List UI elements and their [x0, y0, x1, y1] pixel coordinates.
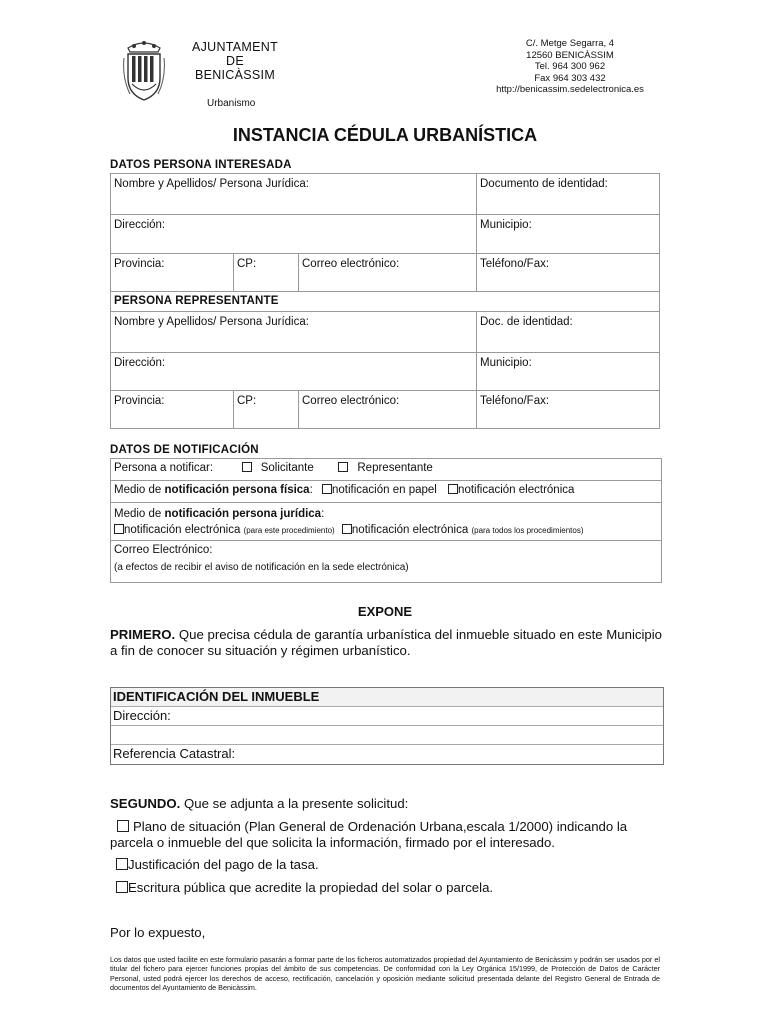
- representante-provincia-field[interactable]: [111, 391, 234, 429]
- representante-direccion-label: Dirección:: [114, 357, 166, 369]
- persona-notificar-row: [111, 459, 661, 481]
- solicitante-label: Solicitante: [260, 462, 314, 474]
- interesada-documento-field[interactable]: [477, 174, 660, 215]
- representante-checkbox[interactable]: [338, 462, 348, 472]
- electronica-este-label: notificación electrónica: [124, 524, 241, 536]
- interesada-direccion-field[interactable]: [111, 215, 477, 254]
- juridica-bold-label: notificación persona jurídica: [164, 508, 322, 520]
- interesada-telefono-label: Teléfono/Fax:: [480, 258, 550, 270]
- interesada-correo-label: Correo electrónico:: [302, 258, 400, 270]
- legal-notice: Los datos que usted facilite en este formulario pasarán a formar parte de los ficheros automatizados propiedad del Ayuntamiento de Benicàssim y podrán ser usados por el titular del fichero para ejercer funciones propias del ámbito de sus competencias. De conformidad con la Ley Orgánica 15/1999, de Protección de Datos de Carácter Personal, usted podrá ejercer los derechos de acceso, rectificación, cancelación y oposición mediante solicitud presentada delante del Registro General de Entrada de documentos del Ayuntamiento de Benicàssim.: [110, 955, 660, 992]
- fisica-bold-label: notificación persona física: [164, 484, 310, 496]
- org-line-1: AJUNTAMENT: [191, 40, 279, 54]
- interesada-correo-field[interactable]: [299, 254, 477, 292]
- representante-nombre-label: Nombre y Apellidos/ Persona Jurídica:: [114, 316, 309, 328]
- medio-juridica-row: Medio de notificación persona jurídica: notificación electrónica (para este procedimiento) notificación electrónica (para todos los procedimientos): [111, 503, 661, 541]
- inmueble-referencia-field[interactable]: [111, 745, 663, 764]
- inmueble-box: [110, 687, 664, 765]
- inmueble-direccion-field[interactable]: [111, 726, 663, 745]
- inmueble-heading: IDENTIFICACIÓN DEL INMUEBLE: [111, 688, 663, 707]
- electronica-fisica-checkbox[interactable]: [448, 484, 458, 494]
- efectos-note: (a efectos de recibir el aviso de notificación en la sede electrónica): [114, 562, 409, 573]
- representante-municipio-field[interactable]: [477, 353, 660, 391]
- representante-nombre-field[interactable]: [111, 312, 477, 353]
- electronica-fisica-label: notificación electrónica: [458, 484, 575, 496]
- org-line-2: DE: [226, 54, 244, 68]
- papel-checkbox[interactable]: [322, 484, 332, 494]
- org-line-3: BENICÀSSIM: [194, 68, 276, 82]
- electronica-este-checkbox[interactable]: [114, 524, 124, 534]
- representante-documento-field[interactable]: [477, 312, 660, 353]
- representante-label: Representante: [357, 462, 433, 474]
- interesada-heading: DATOS PERSONA INTERESADA: [110, 159, 292, 171]
- address-street: C/. Metge Segarra, 4: [525, 38, 615, 49]
- medio-fisica-prefix: Medio de: [114, 484, 162, 496]
- plano-checkbox[interactable]: [117, 820, 129, 832]
- notificacion-box: [110, 458, 662, 583]
- primero-text: Que precisa cédula de garantía urbanística del inmueble situado en este Municipio a fin de conocer su situación y régimen urbanístico.: [110, 627, 662, 658]
- medio-juridica-prefix: Medio de: [114, 508, 162, 520]
- inmueble-referencia-label: Referencia Catastral:: [113, 746, 236, 761]
- representante-telefono-field[interactable]: [477, 391, 660, 429]
- representante-table: [110, 291, 660, 429]
- closing-text: Por lo expuesto,: [110, 925, 206, 940]
- interesada-municipio-field[interactable]: [477, 215, 660, 254]
- interesada-nombre-field[interactable]: [111, 174, 477, 215]
- interesada-cp-field[interactable]: [234, 254, 299, 292]
- representante-telefono-label: Teléfono/Fax:: [480, 395, 550, 407]
- interesada-table: [110, 173, 660, 292]
- expone-heading: EXPONE: [357, 604, 413, 619]
- escritura-checkbox[interactable]: [116, 881, 128, 893]
- persona-notificar-label: Persona a notificar:: [114, 462, 214, 474]
- electronica-todos-label: notificación electrónica: [351, 524, 469, 536]
- representante-cp-label: CP:: [237, 395, 257, 407]
- papel-label: notificación en papel: [331, 484, 437, 496]
- interesada-provincia-field[interactable]: [111, 254, 234, 292]
- representante-provincia-label: Provincia:: [114, 395, 165, 407]
- representante-municipio-label: Municipio:: [480, 357, 532, 369]
- address-city: 12560 BENICÀSSIM: [526, 49, 614, 61]
- representante-direccion-field[interactable]: [111, 353, 477, 391]
- medio-fisica-row: Medio de notificación persona física: notificación en papel notificación electrónica: [111, 481, 661, 503]
- interesada-provincia-label: Provincia:: [114, 258, 165, 270]
- plano-label: Plano de situación (Plan General de Ordenación Urbana,escala 1/2000) indicando la parcela o inmueble del que solicita la información, firmado por el interesado.: [110, 819, 628, 850]
- inmueble-direccion-label: Dirección:: [111, 707, 663, 726]
- interesada-nombre-label: Nombre y Apellidos/ Persona Jurídica:: [114, 178, 309, 190]
- para-todos-note: (para todos los procedimientos): [471, 526, 584, 535]
- organization-name: [175, 40, 295, 82]
- address-fax: Fax 964 303 432: [534, 72, 606, 84]
- correo-electronico-label: Correo Electrónico:: [114, 544, 213, 556]
- correo-electronico-row[interactable]: [111, 541, 661, 582]
- page-title: INSTANCIA CÉDULA URBANÍSTICA: [232, 125, 538, 145]
- interesada-direccion-label: Dirección:: [114, 219, 166, 231]
- primero-bold: PRIMERO.: [110, 627, 176, 642]
- primero-paragraph: [110, 627, 662, 659]
- interesada-municipio-label: Municipio:: [480, 219, 532, 231]
- tasa-label: Justificación del pago de la tasa.: [128, 857, 319, 872]
- representante-correo-field[interactable]: [299, 391, 477, 429]
- solicitante-checkbox[interactable]: [242, 462, 252, 472]
- representante-correo-label: Correo electrónico:: [302, 395, 400, 407]
- department-label: Urbanismo: [207, 98, 256, 109]
- address-phone: Tel. 964 300 962: [534, 61, 606, 73]
- escritura-label: Escritura pública que acredite la propiedad del solar o parcela.: [128, 880, 494, 895]
- coat-of-arms-logo: [122, 38, 166, 102]
- tasa-checkbox[interactable]: [116, 858, 128, 870]
- notificacion-heading: DATOS DE NOTIFICACIÓN: [110, 444, 259, 456]
- para-este-note: (para este procedimiento): [243, 526, 335, 535]
- representante-cp-field[interactable]: [234, 391, 299, 429]
- representante-heading: PERSONA REPRESENTANTE: [111, 292, 660, 312]
- attachment-item-escritura: [116, 880, 662, 896]
- interesada-telefono-field[interactable]: [477, 254, 660, 292]
- segundo-paragraph: [110, 796, 662, 812]
- segundo-text: Que se adjunta a la presente solicitud:: [184, 796, 409, 811]
- attachment-item-tasa: [116, 857, 662, 873]
- address-block: [480, 38, 660, 96]
- interesada-cp-label: CP:: [237, 258, 257, 270]
- electronica-todos-checkbox[interactable]: [342, 524, 352, 534]
- interesada-documento-label: Documento de identidad:: [480, 178, 608, 190]
- address-website: http://benicassim.sedelectronica.es: [496, 84, 644, 96]
- attachment-item-plano: [110, 819, 662, 851]
- segundo-bold: SEGUNDO.: [110, 796, 181, 811]
- representante-documento-label: Doc. de identidad:: [480, 316, 573, 328]
